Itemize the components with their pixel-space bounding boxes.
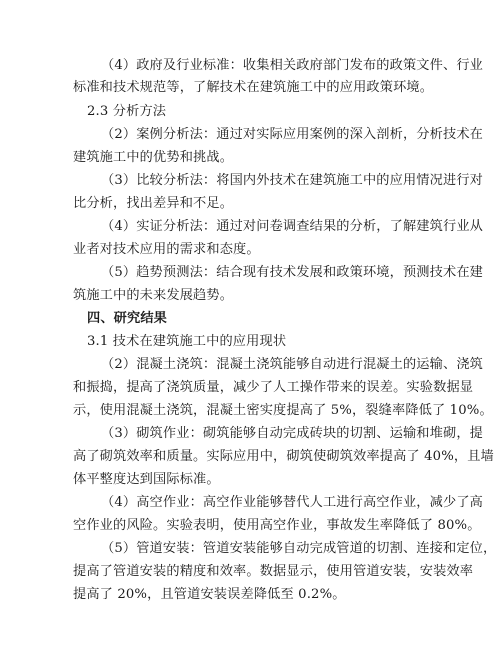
paragraph-line: 标准和技术规范等，了解技术在建筑施工中的应用政策环境。 bbox=[73, 80, 434, 95]
section-heading: 2.3 分析方法 bbox=[87, 104, 167, 119]
section-heading: 3.1 技术在建筑施工中的应用现状 bbox=[87, 334, 287, 349]
paragraph-line: （4）实证分析法：通过对问卷调查结果的分析，了解建筑行业从 bbox=[101, 219, 483, 234]
paragraph-line: 体平整度达到国际标准。 bbox=[73, 472, 220, 487]
paragraph-line: （5）管道安装：管道安装能够自动完成管道的切割、连接和定位， bbox=[101, 541, 497, 556]
paragraph-line: 建筑施工中的优势和挑战。 bbox=[73, 150, 234, 165]
paragraph-line: 和振捣，提高了浇筑质量，减少了人工操作带来的误差。实验数据显 bbox=[73, 380, 474, 395]
paragraph-line: 提高了管道安装的精度和效率。数据显示，使用管道安装，安装效率 bbox=[73, 564, 474, 579]
paragraph-line: （5）趋势预测法：结合现有技术发展和政策环境，预测技术在建 bbox=[101, 265, 483, 280]
paragraph-line: 提高了 20%，且管道安装误差降低至 0.2%。 bbox=[73, 587, 346, 602]
paragraph-line: 筑施工中的未来发展趋势。 bbox=[73, 288, 234, 303]
paragraph-line: 业者对技术应用的需求和态度。 bbox=[73, 242, 260, 257]
paragraph-line: （3）砌筑作业：砌筑能够自动完成砖块的切割、运输和堆砌，提 bbox=[101, 426, 483, 441]
paragraph-line: 示，使用混凝土浇筑，混凝土密实度提高了 5%，裂缝率降低了 10%。 bbox=[73, 403, 493, 418]
paragraph-line: （4）高空作业：高空作业能够替代人工进行高空作业，减少了高 bbox=[101, 495, 483, 510]
chapter-heading: 四、研究结果 bbox=[87, 311, 168, 326]
paragraph-line: （3）比较分析法：将国内外技术在建筑施工中的应用情况进行对 bbox=[101, 173, 483, 188]
paragraph-line: 高了砌筑效率和质量。实际应用中，砌筑使砌筑效率提高了 40%，且墙 bbox=[73, 449, 494, 464]
paragraph-line: （4）政府及行业标准：收集相关政府部门发布的政策文件、行业 bbox=[101, 58, 483, 73]
paragraph-line: 比分析，找出差异和不足。 bbox=[73, 196, 234, 211]
paragraph-line: 空作业的风险。实验表明，使用高空作业，事故发生率降低了 80%。 bbox=[73, 518, 481, 533]
paragraph-line: （2）案例分析法：通过对实际应用案例的深入剖析，分析技术在 bbox=[101, 127, 483, 142]
paragraph-line: （2）混凝土浇筑：混凝土浇筑能够自动进行混凝土的运输、浇筑 bbox=[101, 357, 483, 372]
